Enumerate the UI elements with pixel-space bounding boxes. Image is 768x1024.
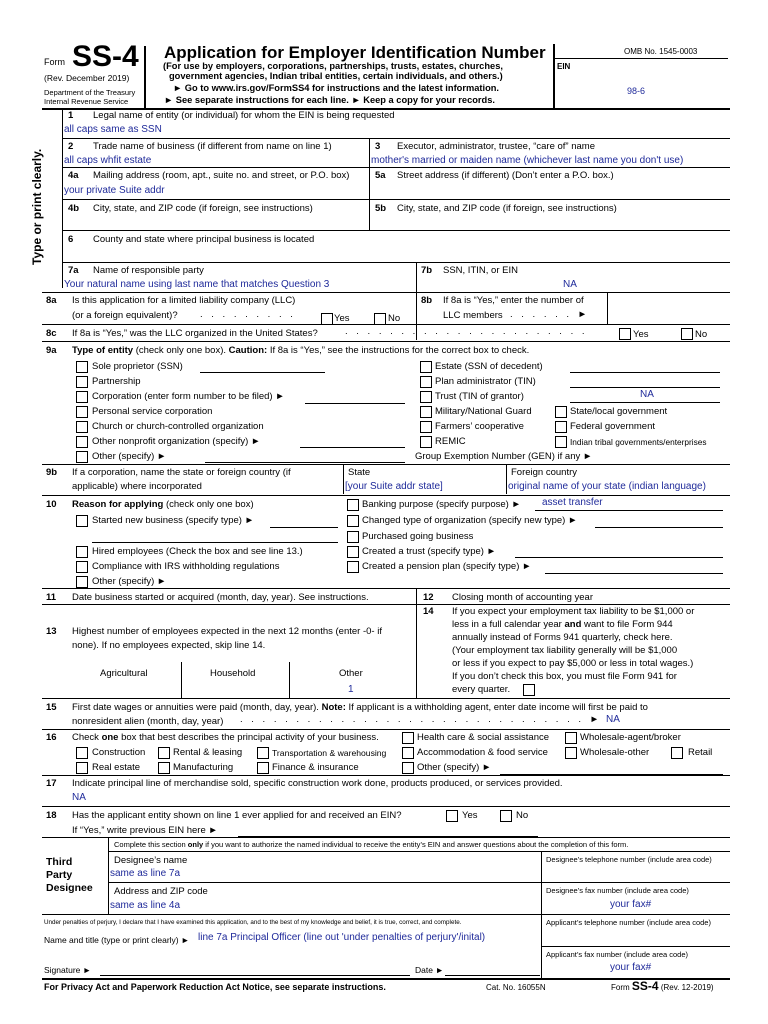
entity-military-label: Military/National Guard: [435, 406, 532, 417]
line-7b-number: 7b: [421, 265, 433, 276]
line-5a-label: Street address (if different) (Don’t enter a P.O. box.): [397, 170, 614, 181]
activity-other-label: Other (specify) ►: [417, 762, 492, 773]
line-8c-label: If 8a is “Yes,” was the LLC organized in the United States?: [72, 328, 318, 339]
line-15-label-a: First date wages or annuities were paid (month, day, year).: [72, 702, 322, 713]
activity-retail-label: Retail: [688, 747, 713, 758]
line-2-value[interactable]: all caps whfit estate: [64, 155, 152, 166]
line-9b-state-label: State: [348, 467, 371, 478]
line-13-other-value[interactable]: 1: [348, 684, 354, 695]
designee-name-value[interactable]: same as line 7a: [110, 868, 181, 879]
activity-wholesale-other-checkbox[interactable]: [565, 747, 577, 759]
line-9b-label-1: If a corporation, name the state or foreign country (if: [72, 467, 291, 478]
line-15-number: 15: [46, 702, 57, 713]
line-4a-label: Mailing address (room, apt., suite no. and street, or P.O. box): [93, 170, 350, 181]
activity-real-estate-checkbox[interactable]: [76, 762, 88, 774]
activity-finance-checkbox[interactable]: [257, 762, 269, 774]
subtitle-2: government agencies, Indian tribal entities, certain individuals, and others.): [169, 71, 503, 81]
entity-estate-checkbox[interactable]: [420, 361, 432, 373]
line-13-household: Household: [210, 668, 256, 679]
line-3-label: Executor, administrator, trustee, “care of” name: [397, 141, 596, 152]
reason-new-business-checkbox[interactable]: [76, 515, 88, 527]
entity-psc-label: Personal service corporation: [92, 406, 213, 417]
footer-form-number: SS-4: [631, 979, 659, 993]
line-9a-number: 9a: [46, 345, 57, 356]
ein-value[interactable]: 98-6: [627, 86, 646, 96]
activity-accommodation-label: Accommodation & food service: [417, 747, 548, 758]
activity-wholesale-other-label: Wholesale-other: [580, 747, 650, 758]
line-17-number: 17: [46, 778, 57, 789]
line-9a-rest: (check only one box).: [135, 345, 226, 356]
entity-military-checkbox[interactable]: [420, 406, 432, 418]
entity-church-checkbox[interactable]: [76, 421, 88, 433]
line-17-value[interactable]: NA: [72, 792, 86, 803]
line-15-note: Note:: [321, 702, 346, 713]
line-18-no-checkbox[interactable]: [500, 810, 512, 822]
line-1-label: Legal name of entity (or individual) for whom the EIN is being requested: [93, 110, 395, 121]
line-9b-foreign-value[interactable]: original name of your state (indian language): [508, 481, 706, 492]
entity-nonprofit-checkbox[interactable]: [76, 436, 88, 448]
line-8c-yes-checkbox[interactable]: [619, 328, 631, 340]
line-15-value[interactable]: NA: [606, 714, 620, 725]
entity-corp-checkbox[interactable]: [76, 391, 88, 403]
line-14-checkbox[interactable]: [523, 684, 535, 696]
line-15-label-b: If applicant is a withholding agent, enter date income will first be paid to: [345, 702, 648, 713]
line-18-no-label: No: [516, 810, 529, 821]
line-12-label: Closing month of accounting year: [452, 592, 593, 603]
entity-sole-label: Sole proprietor (SSN): [92, 361, 183, 372]
line-4a-value[interactable]: your private Suite addr: [64, 185, 165, 196]
department: Department of the Treasury: [44, 88, 136, 97]
activity-transport-label: Transportation & warehousing: [272, 748, 387, 758]
line-13-other: Other: [339, 668, 363, 679]
reason-new-business-label: Started new business (specify type) ►: [92, 515, 255, 526]
reason-trust-checkbox[interactable]: [347, 546, 359, 558]
entity-federal-label: Federal government: [570, 421, 656, 432]
entity-state-local-label: State/local government: [570, 406, 668, 417]
line-14-text-5: or less if you expect to pay $5,000 or less in total wages.): [452, 658, 694, 669]
applicant-fax-value[interactable]: your fax#: [610, 962, 652, 973]
entity-farmers-label: Farmers’ cooperative: [435, 421, 524, 432]
form-title: Application for Employer Identification Number: [164, 43, 546, 62]
ein-label: EIN: [557, 62, 571, 71]
name-title-label: Name and title (type or print clearly) ►: [44, 935, 190, 945]
line-14-number: 14: [423, 606, 434, 617]
line-7a-value[interactable]: Your natural name using last name that matches Question 3: [64, 279, 330, 290]
line-8c-number: 8c: [46, 328, 57, 339]
line-8b-label-1: If 8a is “Yes,” enter the number of: [443, 295, 584, 306]
third-party-intro-b: if you want to authorize the named individual to receive the entity’s EIN and answer questions about the completion of this form.: [203, 840, 629, 849]
line-1-value[interactable]: all caps same as SSN: [64, 124, 162, 135]
signature-label: Signature ►: [44, 965, 92, 975]
line-18-yes-checkbox[interactable]: [446, 810, 458, 822]
third-party-intro-only: only: [187, 840, 204, 849]
line-18-label-2: If “Yes,” write previous EIN here ►: [72, 825, 218, 836]
applicant-fax-label: Applicant’s fax number (include area code): [546, 950, 689, 959]
activity-construction-checkbox[interactable]: [76, 747, 88, 759]
subtitle-3: ► Go to www.irs.gov/FormSS4 for instructions and the latest information.: [173, 83, 500, 93]
activity-wholesale-agent-checkbox[interactable]: [565, 732, 577, 744]
line-10-number: 10: [46, 499, 57, 510]
entity-partnership-checkbox[interactable]: [76, 376, 88, 388]
line-8c-yes-label: Yes: [633, 329, 649, 340]
entity-other-checkbox[interactable]: [76, 451, 88, 463]
reason-other-label: Other (specify) ►: [92, 576, 167, 587]
entity-other-label: Other (specify) ►: [92, 451, 167, 462]
line-3-number: 3: [375, 141, 381, 152]
side-label: Type or print clearly.: [30, 148, 44, 265]
form-number: SS-4: [72, 40, 139, 73]
footer-revision: (Rev. 12-2019): [660, 983, 714, 992]
entity-estate-label: Estate (SSN of decedent): [435, 361, 543, 372]
activity-wholesale-agent-label: Wholesale-agent/broker: [580, 732, 681, 743]
reason-compliance-checkbox[interactable]: [76, 561, 88, 573]
line-14-text-6: If you don’t check this box, you must file Form 941 for: [452, 671, 677, 682]
reason-compliance-label: Compliance with IRS withholding regulations: [92, 561, 280, 572]
reason-purchased-checkbox[interactable]: [347, 531, 359, 543]
entity-plan-checkbox[interactable]: [420, 376, 432, 388]
privacy-notice: For Privacy Act and Paperwork Reduction Act Notice, see separate instructions.: [44, 982, 386, 992]
line-2-label: Trade name of business (if different from name on line 1): [93, 141, 332, 152]
line-17-label: Indicate principal line of merchandise sold, specific construction work done, products produced, or services provided.: [72, 778, 563, 789]
line-3-value[interactable]: mother's married or maiden name (whichever last name you don't use): [371, 155, 684, 166]
form-label: Form: [44, 57, 65, 67]
activity-health-checkbox[interactable]: [402, 732, 414, 744]
line-13-agricultural: Agricultural: [100, 668, 148, 679]
line-9b-number: 9b: [46, 467, 58, 478]
line-9a-caution: Caution:: [228, 345, 268, 356]
activity-transport-checkbox[interactable]: [257, 747, 269, 759]
activity-accommodation-checkbox[interactable]: [402, 747, 414, 759]
footer-form-label: Form: [611, 983, 630, 992]
activity-real-estate-label: Real estate: [92, 762, 141, 773]
line-10-rest: (check only one box): [165, 499, 254, 510]
entity-trust-value[interactable]: NA: [640, 389, 654, 400]
third-party-label-3: Designee: [46, 882, 93, 894]
reason-other-checkbox[interactable]: [76, 576, 88, 588]
line-8a-no-label: No: [388, 313, 401, 324]
entity-remic-label: REMIC: [435, 436, 466, 447]
entity-trust-checkbox[interactable]: [420, 391, 432, 403]
entity-partnership-label: Partnership: [92, 376, 141, 387]
reason-pension-checkbox[interactable]: [347, 561, 359, 573]
entity-trust-label: Trust (TIN of grantor): [435, 391, 524, 402]
line-9b-foreign-label: Foreign country: [511, 467, 578, 478]
line-18-number: 18: [46, 810, 57, 821]
line-10-title: Reason for applying: [72, 499, 164, 510]
activity-manufacturing-label: Manufacturing: [173, 762, 234, 773]
line-8b-number: 8b: [421, 295, 433, 306]
third-party-label-1: Third: [46, 856, 73, 868]
designee-fax-label: Designee’s fax number (include area code): [546, 886, 689, 895]
line-8b-label-2: LLC members: [443, 310, 503, 321]
entity-farmers-checkbox[interactable]: [420, 421, 432, 433]
line-9a-title: Type of entity: [72, 345, 134, 356]
entity-plan-label: Plan administrator (TIN): [435, 376, 536, 387]
line-16-number: 16: [46, 732, 57, 743]
line-5b-label: City, state, and ZIP code (if foreign, see instructions): [397, 203, 617, 214]
designee-name-label: Designee’s name: [114, 855, 188, 866]
entity-sole-checkbox[interactable]: [76, 361, 88, 373]
revision-date: (Rev. December 2019): [44, 73, 130, 83]
entity-remic-checkbox[interactable]: [420, 436, 432, 448]
line-4a-number: 4a: [68, 170, 79, 181]
entity-church-label: Church or church-controlled organization: [92, 421, 264, 432]
line-4b-number: 4b: [68, 203, 80, 214]
designee-address-label: Address and ZIP code: [114, 886, 208, 897]
line-8a-number: 8a: [46, 295, 57, 306]
subtitle-1: (For use by employers, corporations, partnerships, trusts, estates, churches,: [163, 61, 503, 71]
reason-banking-checkbox[interactable]: [347, 499, 359, 511]
entity-gen-label: Group Exemption Number (GEN) if any ►: [415, 451, 593, 462]
applicant-phone-label: Applicant’s telephone number (include area code): [546, 918, 711, 927]
name-title-value[interactable]: line 7a Principal Officer (line out 'under penalties of perjury'/inital): [198, 932, 486, 943]
reason-purchased-label: Purchased going business: [362, 531, 474, 542]
subtitle-4: ► See separate instructions for each line. ► Keep a copy for your records.: [164, 95, 495, 105]
line-16-label-b: box that best describes the principal activity of your business.: [118, 732, 379, 743]
irs-label: Internal Revenue Service: [44, 97, 129, 106]
activity-finance-label: Finance & insurance: [272, 762, 359, 773]
reason-hired-checkbox[interactable]: [76, 546, 88, 558]
entity-tribal-checkbox[interactable]: [555, 436, 567, 448]
activity-health-label: Health care & social assistance: [417, 732, 550, 743]
line-14-text-7: every quarter.: [452, 684, 511, 695]
activity-construction-label: Construction: [92, 747, 146, 758]
line-14-text-2a: less in a full calendar year: [452, 619, 565, 630]
line-16-label-a: Check: [72, 732, 102, 743]
line-12-number: 12: [423, 592, 434, 603]
line-11-number: 11: [46, 592, 57, 603]
line-6-number: 6: [68, 234, 74, 245]
line-9b-label-2: applicable) where incorporated: [72, 481, 202, 492]
line-14-text-2b: and: [564, 619, 582, 630]
entity-state-local-checkbox[interactable]: [555, 406, 567, 418]
activity-retail-checkbox[interactable]: [671, 747, 683, 759]
designee-phone-label: Designee’s telephone number (include area code): [546, 855, 712, 864]
line-9b-state-value[interactable]: [your Suite addr state]: [345, 481, 443, 492]
line-7b-value[interactable]: NA: [563, 279, 577, 290]
line-2-number: 2: [68, 141, 74, 152]
catalog-number: Cat. No. 16055N: [486, 983, 546, 992]
reason-pension-label: Created a pension plan (specify type) ►: [362, 561, 532, 572]
reason-hired-label: Hired employees (Check the box and see line 13.): [92, 546, 303, 557]
line-7a-label: Name of responsible party: [93, 265, 204, 276]
third-party-label-2: Party: [46, 869, 73, 881]
line-9a-caution-text: If 8a is “Yes,” see the instructions for the correct box to check.: [269, 345, 530, 356]
perjury-statement: Under penalties of perjury, I declare that I have examined this application, and to the best of my knowledge and belief, it is true, correct, and complete.: [44, 919, 462, 926]
activity-rental-checkbox[interactable]: [158, 747, 170, 759]
activity-other-checkbox[interactable]: [402, 762, 414, 774]
third-party-intro-a: Complete this section: [114, 840, 188, 849]
entity-federal-checkbox[interactable]: [555, 421, 567, 433]
designee-fax-value[interactable]: your fax#: [610, 899, 652, 910]
line-18-yes-label: Yes: [462, 810, 478, 821]
entity-nonprofit-label: Other nonprofit organization (specify) ►: [92, 436, 261, 447]
line-8a-label-2: (or a foreign equivalent)?: [72, 310, 178, 321]
line-14-text-1: If you expect your employment tax liability to be $1,000 or: [452, 606, 695, 617]
reason-changed-checkbox[interactable]: [347, 515, 359, 527]
line-7a-number: 7a: [68, 265, 79, 276]
line-13-label-1: Highest number of employees expected in the next 12 months (enter -0- if: [72, 626, 382, 637]
line-15-label-2: nonresident alien (month, day, year): [72, 716, 224, 727]
line-7b-label: SSN, ITIN, or EIN: [443, 265, 518, 276]
line-1-number: 1: [68, 110, 74, 121]
line-5b-number: 5b: [375, 203, 387, 214]
entity-corp-label: Corporation (enter form number to be filed) ►: [92, 391, 285, 402]
reason-banking-value[interactable]: asset transfer: [542, 497, 603, 508]
line-13-number: 13: [46, 626, 57, 637]
line-4b-label: City, state, and ZIP code (if foreign, see instructions): [93, 203, 313, 214]
line-8c-no-label: No: [695, 329, 708, 340]
activity-manufacturing-checkbox[interactable]: [158, 762, 170, 774]
line-5a-number: 5a: [375, 170, 386, 181]
line-14-text-3: annually instead of Forms 941 quarterly, check here.: [452, 632, 673, 643]
activity-rental-label: Rental & leasing: [173, 747, 243, 758]
entity-psc-checkbox[interactable]: [76, 406, 88, 418]
line-14-text-2c: want to file Form 944: [581, 619, 673, 630]
line-8a-yes-label: Yes: [334, 313, 350, 324]
line-16-one: one: [101, 732, 119, 743]
line-11-label: Date business started or acquired (month, day, year). See instructions.: [72, 592, 369, 603]
line-6-label: County and state where principal business is located: [93, 234, 315, 245]
line-18-label: Has the applicant entity shown on line 1 ever applied for and received an EIN?: [72, 810, 402, 821]
reason-trust-label: Created a trust (specify type) ►: [362, 546, 497, 557]
reason-banking-label: Banking purpose (specify purpose) ►: [362, 499, 521, 510]
date-label: Date ►: [415, 965, 444, 975]
designee-address-value[interactable]: same as line 4a: [110, 900, 181, 911]
line-8a-label-1: Is this application for a limited liability company (LLC): [72, 295, 296, 306]
reason-changed-label: Changed type of organization (specify new type) ►: [362, 515, 578, 526]
omb-number: OMB No. 1545-0003: [624, 47, 698, 56]
line-14-text-4: (Your employment tax liability generally will be $1,000: [452, 645, 678, 656]
line-8c-no-checkbox[interactable]: [681, 328, 693, 340]
entity-tribal-label: Indian tribal governments/enterprises: [570, 437, 707, 447]
line-13-label-2: none). If no employees expected, skip line 14.: [72, 640, 266, 651]
